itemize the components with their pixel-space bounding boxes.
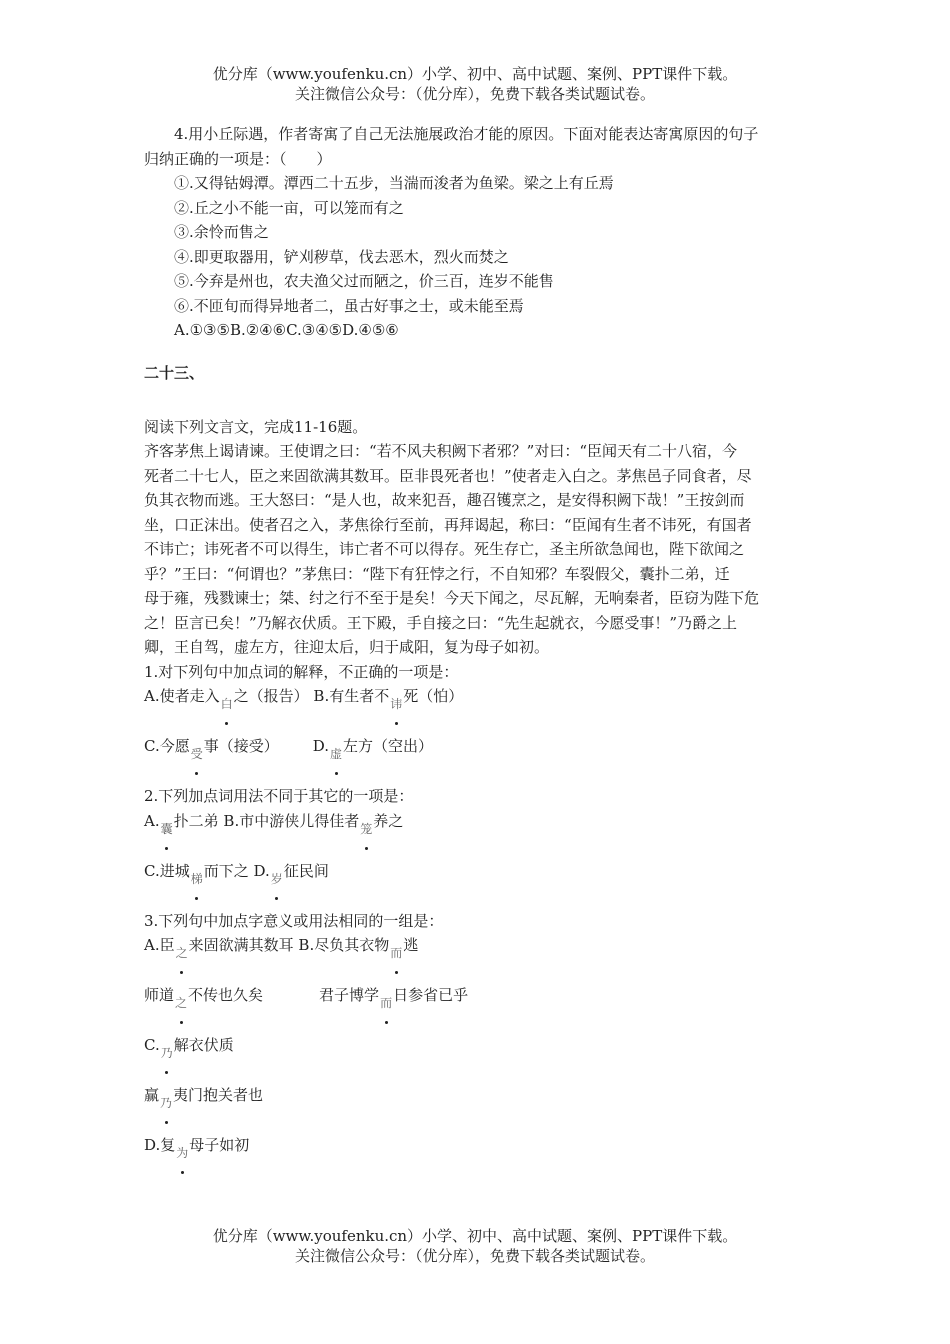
dotted-char: 岁 bbox=[270, 867, 284, 891]
q4-choices: A.①③⑤B.②④⑥C.③④⑤D.④⑤⑥ bbox=[174, 321, 399, 339]
passage-line: 母于雍，残戮谏士；桀、纣之行不至于是矣！今天下闻之，尽瓦解，无响秦者，臣窃为陛下危 bbox=[144, 589, 760, 607]
q3-option-d-1: D.复为母子如初 bbox=[144, 1133, 824, 1183]
dotted-char: 而 bbox=[379, 991, 393, 1015]
q4-stem-line-2: 归纳正确的一项是：（ ） bbox=[144, 149, 332, 168]
passage bbox=[144, 415, 824, 660]
q4-item: ⑥.不匝旬而得异地者二，虽古好事之士，或未能至焉 bbox=[174, 296, 524, 315]
question-4 bbox=[144, 122, 824, 343]
page-header bbox=[0, 64, 950, 104]
passage-line: 之！臣言已矣！”乃解衣伏质。王下殿，手自接之曰：“先生起就衣，今愿受事！”乃爵之上 bbox=[144, 613, 738, 632]
dotted-char: 虚 bbox=[329, 742, 343, 766]
passage-line: 卿，王自驾，虚左方，往迎太后，归于咸阳，复为母子如初。 bbox=[144, 638, 550, 656]
q4-item: ②.丘之小不能一亩，可以笼而有之 bbox=[174, 198, 404, 217]
q1-options-ab: A.使者走入白之（报告） B.有生者不讳死（怕） bbox=[144, 684, 824, 734]
q1-stem: 1.对下列句中加点词的解释，不正确的一项是： bbox=[144, 662, 459, 681]
q4-item: ④.即更取器用，铲刈秽草，伐去恶木，烈火而焚之 bbox=[174, 247, 509, 266]
document-body bbox=[144, 122, 824, 1183]
q1-options-cd: C.今愿受事（接受） D.虚左方（空出） bbox=[144, 734, 824, 784]
q2-options-ab: A.囊扑二弟 B.市中游侠儿得佳者笼养之 bbox=[144, 809, 824, 859]
passage-line: 乎？”王曰：“何谓也？”茅焦曰：“陛下有狂悖之行，不自知邪？车裂假父，囊扑二弟，迁 bbox=[144, 564, 730, 583]
passage-line: 坐，口正沫出。使者召之入，茅焦徐行至前，再拜谒起，称曰：“臣闻有生者不讳死，有国者 bbox=[144, 515, 752, 534]
dotted-char: 之 bbox=[175, 941, 189, 965]
q3-options-ab-2: 师道之不传也久矣 君子博学而日参省已乎 bbox=[144, 983, 824, 1033]
passage-line: 不讳亡；讳死者不可以得生，讳亡者不可以得存。死生存亡，圣主所欲急闻也，陛下欲闻之 bbox=[144, 540, 745, 558]
passage-line: 齐客茅焦上谒请谏。王使谓之曰：“若不风夫积阙下者邪？”对曰：“臣闻天有二十八宿，今 bbox=[144, 442, 738, 460]
footer-line-1: 优分库（www.youfenku.cn）小学、初中、高中试题、案例、PPT课件下载。 bbox=[212, 1227, 738, 1245]
header-line-2: 关注微信公众号：（优分库），免费下载各类试题试卷。 bbox=[294, 85, 655, 103]
passage-intro: 阅读下列文言文，完成11-16题。 bbox=[144, 417, 368, 436]
q3-option-c-1: C.乃解衣伏质 bbox=[144, 1033, 824, 1083]
dotted-char: 受 bbox=[190, 742, 204, 766]
dotted-char: 为 bbox=[175, 1141, 189, 1165]
dotted-char: 之 bbox=[174, 991, 188, 1015]
passage-line: 负其衣物而逃。王大怒曰：“是人也，故来犯吾，趣召镬烹之，是安得积阙下哉！”王按剑而 bbox=[144, 491, 745, 509]
page-footer bbox=[0, 1226, 950, 1266]
dotted-char: 乃 bbox=[160, 1041, 174, 1065]
question-1 bbox=[144, 660, 824, 785]
q3-options-ab-1: A.臣之来固欲满其数耳 B.尽负其衣物而逃 bbox=[144, 933, 824, 983]
q4-item: ⑤.今弃是州也，农夫渔父过而陋之，价三百，连岁不能售 bbox=[174, 272, 554, 290]
section-title: 二十三、 bbox=[144, 363, 205, 382]
q4-item: ③.余怜而售之 bbox=[174, 223, 269, 241]
q3-option-c-2: 赢乃夷门抱关者也 bbox=[144, 1083, 824, 1133]
q3-stem: 3.下列句中加点字意义或用法相同的一组是： bbox=[144, 911, 444, 930]
dotted-char: 梯 bbox=[190, 867, 204, 891]
dotted-char: 讳 bbox=[389, 692, 403, 716]
dotted-char: 笼 bbox=[359, 817, 373, 841]
header-line-1: 优分库（www.youfenku.cn）小学、初中、高中试题、案例、PPT课件下载。 bbox=[212, 65, 738, 83]
footer-line-2: 关注微信公众号：（优分库），免费下载各类试题试卷。 bbox=[294, 1247, 655, 1265]
dotted-char: 而 bbox=[389, 941, 403, 965]
question-3 bbox=[144, 909, 824, 1184]
q4-item: ①.又得钴姆潭。潭西二十五步，当湍而浚者为鱼梁。梁之上有丘焉 bbox=[174, 174, 614, 192]
q2-options-cd: C.进城梯而下之 D.岁征民间 bbox=[144, 859, 824, 909]
question-2 bbox=[144, 784, 824, 909]
dotted-char: 白 bbox=[220, 692, 234, 716]
dotted-char: 乃 bbox=[159, 1091, 173, 1115]
dotted-char: 囊 bbox=[160, 817, 174, 841]
q2-stem: 2.下列加点词用法不同于其它的一项是： bbox=[144, 787, 414, 805]
passage-line: 死者二十七人，臣之来固欲满其数耳。臣非畏死者也！”使者走入白之。茅焦邑子同食者，尽 bbox=[144, 466, 752, 485]
q4-stem-line-1: 4.用小丘际遇，作者寄寓了自己无法施展政治才能的原因。下面对能表达寄寓原因的句子 bbox=[174, 125, 759, 143]
